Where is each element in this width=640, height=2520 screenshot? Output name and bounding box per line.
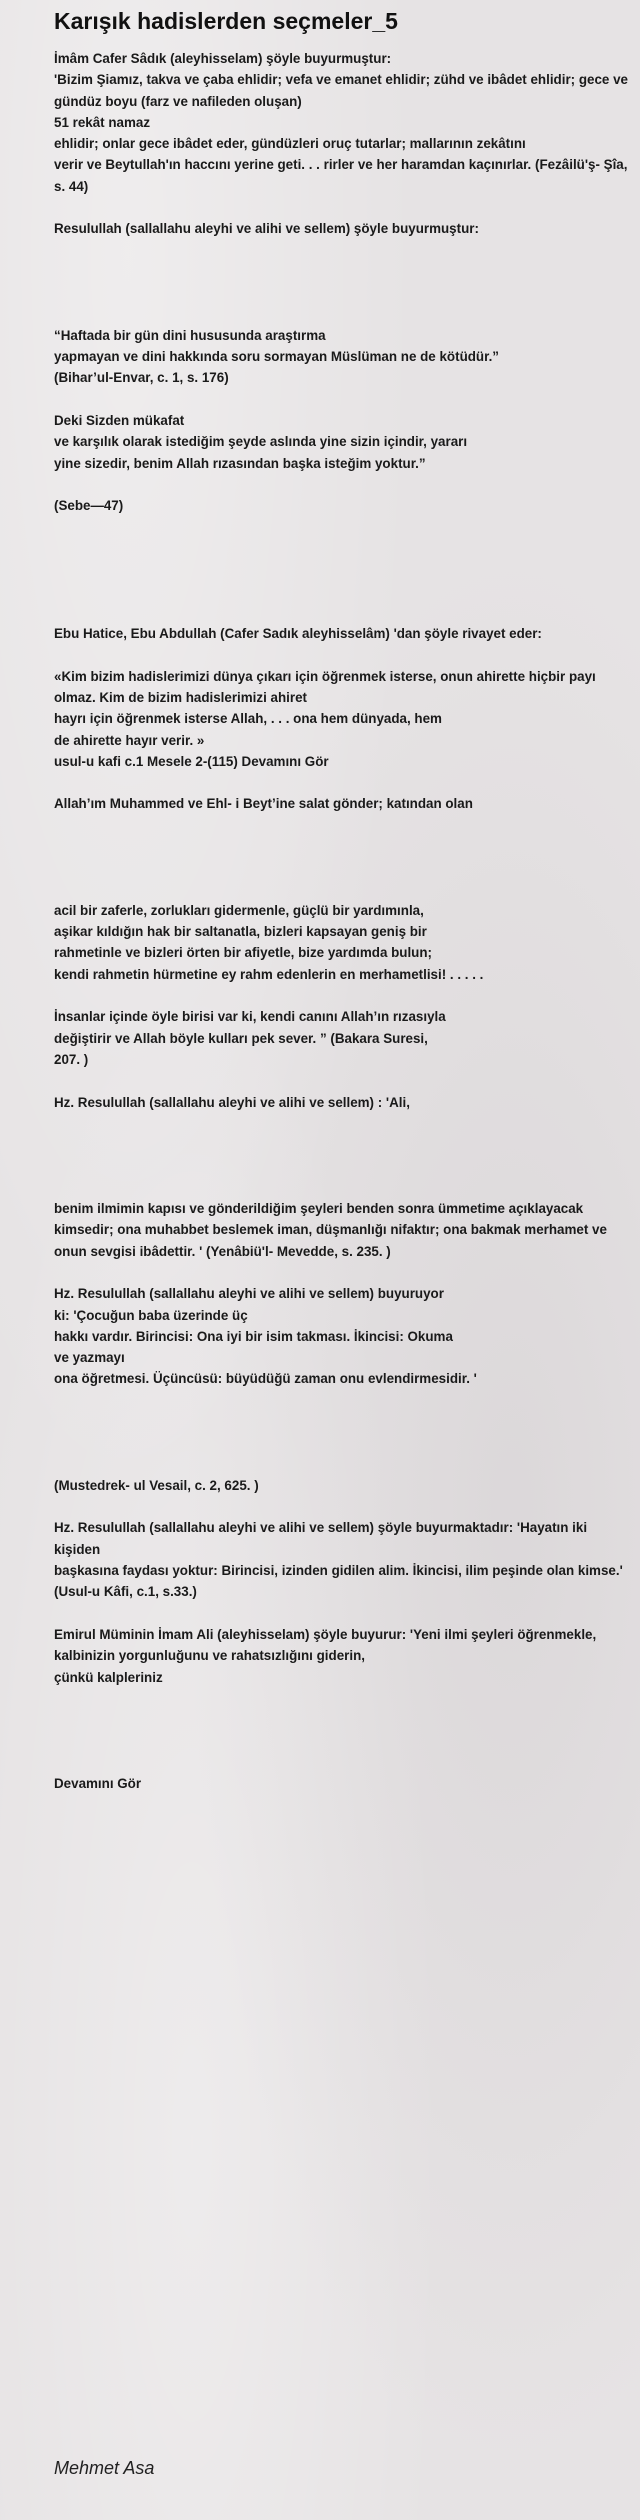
author-name[interactable]: Mehmet Asa	[54, 2458, 155, 2478]
poem-title: Karışık hadislerden seçmeler_5	[54, 8, 398, 34]
poem-body: İmâm Cafer Sâdık (aleyhisselam) şöyle buyurmuştur: 'Bizim Şiamız, takva ve çaba ehlidir; vefa ve emanet ehlidir; zühd ve ibâdet ehlidir; gece ve gündüz boyu (farz ve nafileden oluşan) 51 rekât namaz ehlidir; onlar gece ibâdet eder, gündüzleri oruç tutarlar; mallarının zekâtını verir ve Beytullah'ın haccını yerine geti. . . rirler ve her haramdan kaçınırlar. (Fezâilü'ş- Şîa, s. 44) Resulullah (sallallahu aleyhi ve alihi ve sellem) şöyle buyurmuştur: “Haftada bir gün dini hususunda araştırma yapmayan ve dini hakkında soru sormayan Müslüman ne de kötüdür.” (Bihar’ul-Envar, c. 1, s. 176) Deki Sizden mükafat ve karşılık olarak istediğim şeyde aslında yine sizin içindir, yararı yine sizedir, benim Allah rızasından başka isteğim yoktur.” (Sebe—47) Ebu Hatice, Ebu Abdullah (Cafer Sadık aleyhisselâm) 'dan şöyle rivayet eder: «Kim bizim hadislerimizi dünya çıkarı için öğrenmek isterse, onun ahirette hiçbir payı olmaz. Kim de bizim hadislerimizi ahiret hayrı için öğrenmek isterse Allah, . . . ona hem dünyada, hem de ahirette hayır verir. » usul-u kafi c.1 Mesele 2-(115) Devamını Gör Allah’ım Muhammed ve Ehl- i Beyt’ine salat gönder; katından olan acil bir zaferle, zorlukları gidermenle, güçlü bir yardımınla, aşikar kıldığın hak bir saltanatla, bizleri kapsayan geniş bir rahmetinle ve bizleri örten bir afiyetle, bize yardımda bulun; kendi rahmetin hürmetine ey rahm edenlerin en merhametlisi! . . . . . İnsanlar içinde öyle birisi var ki, kendi canını Allah’ın rızasıyla değiştirir ve Allah böyle kulları pek sever. ” (Bakara Suresi, 207. ) Hz. Resulullah (sallallahu aleyhi ve alihi ve sellem) : 'Ali, benim ilmimin kapısı ve gönderildiğim şeyleri benden sonra ümmetime açıklayacak kimsedir; ona muhabbet beslemek iman, düşmanlığı nifaktır; ona bakmak merhamet ve onun sevgisi ibâdettir. ' (Yenâbiü'l- Mevedde, s. 235. ) Hz. Resulullah (sallallahu aleyhi ve alihi ve sellem) buyuruyor ki: 'Çocuğun baba üzerinde üç hakkı vardır. Birincisi: Ona iyi bir isim takması. İkincisi: Okuma ve yazmayı ona öğretmesi. Üçüncüsü: büyüdüğü zaman onu evlendirmesidir. ' (Mustedrek- ul Vesail, c. 2, 625. ) Hz. Resulullah (sallallahu aleyhi ve alihi ve sellem) şöyle buyurmaktadır: 'Hayatın iki kişiden başkasına faydası yoktur: Birincisi, izinden gidilen alim. İkincisi, ilim peşinde olan kimse.' (Usul-u Kâfi, c.1, s.33.) Emirul Müminin İmam Ali (aleyhisselam) şöyle buyurur: 'Yeni ilmi şeyleri öğrenmekle, kalbinizin yorgunluğunu ve rahatsızlığını giderin, çünkü kalpleriniz Devamını Gör	[54, 51, 628, 1792]
